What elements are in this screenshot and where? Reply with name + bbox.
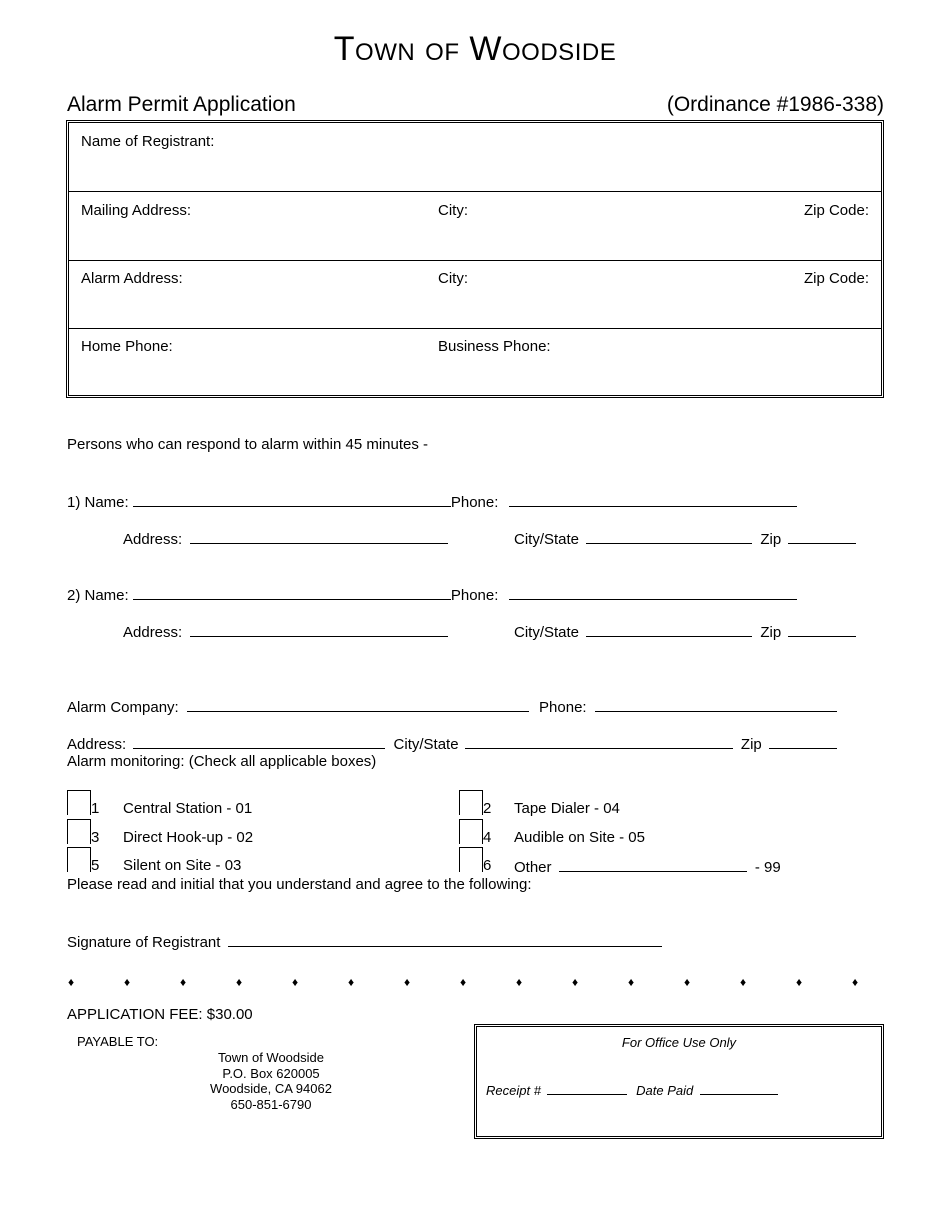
responder-2-zip-line[interactable]: [788, 622, 856, 637]
monitoring-checkbox-1[interactable]: [67, 790, 91, 815]
receipt-line[interactable]: [547, 1083, 627, 1095]
payable-address-line: Woodside, CA 94062: [210, 1081, 332, 1096]
office-use-box: [474, 1024, 884, 1139]
option-1-number: 1: [91, 800, 100, 817]
payable-address-line: P.O. Box 620005: [222, 1065, 320, 1081]
option-6-row: [514, 857, 781, 876]
mailing-row: [69, 191, 881, 219]
company-address-row: [67, 734, 837, 753]
divider-diamond: ♦: [628, 975, 635, 989]
responder-1-name-line[interactable]: [133, 492, 451, 507]
responder-1-city-label: City/State: [514, 531, 580, 548]
company-address-line[interactable]: [133, 734, 385, 749]
company-city-label: City/State: [393, 736, 459, 753]
payable-to-label: PAYABLE TO:: [77, 1034, 159, 1049]
option-1-label: Central Station - 01: [123, 800, 253, 817]
alarm-zip-label: Zip Code:: [803, 270, 869, 287]
alarm-city-label: City:: [438, 270, 468, 287]
payable-address: [171, 1050, 371, 1112]
divider-diamond: ♦: [740, 975, 747, 989]
responder-1-city-line[interactable]: [586, 529, 752, 544]
payable-address-line: Town of Woodside: [218, 1050, 324, 1065]
alarm-company-row: [67, 697, 837, 716]
divider-diamond: ♦: [180, 975, 187, 989]
mailing-address-label: Mailing Address:: [81, 202, 192, 219]
registrant-box: [66, 120, 884, 398]
divider-diamond: ♦: [404, 975, 411, 989]
home-phone-label: Home Phone:: [81, 338, 173, 355]
option-2-label: Tape Dialer - 04: [514, 800, 620, 817]
responder-2-phone-line[interactable]: [509, 585, 797, 600]
application-fee: APPLICATION FEE: $30.00: [67, 1006, 253, 1023]
form-name: Alarm Permit Application: [67, 93, 296, 116]
responder-1-zip-label: Zip: [760, 531, 782, 548]
responder-1-address-row: [123, 529, 448, 548]
phone-row: [69, 328, 881, 355]
option-5-number: 5: [91, 857, 100, 874]
agreement-text: Please read and initial that you understand and agree to the following:: [67, 876, 532, 893]
responders-intro: Persons who can respond to alarm within 45 minutes -: [67, 436, 429, 453]
date-paid-label: Date Paid: [636, 1083, 694, 1098]
responder-2-city-label: City/State: [514, 624, 580, 641]
responder-1-city-row: [514, 529, 856, 548]
responder-2-zip-label: Zip: [760, 624, 782, 641]
signature-line[interactable]: [228, 932, 662, 947]
alarm-address-label: Alarm Address:: [81, 270, 183, 287]
monitoring-checkbox-6[interactable]: [459, 847, 483, 872]
company-phone-line[interactable]: [595, 697, 837, 712]
mailing-city-label: City:: [438, 202, 468, 219]
company-city-line[interactable]: [465, 734, 733, 749]
office-use-title: For Office Use Only: [621, 1035, 737, 1050]
divider-diamond: ♦: [460, 975, 467, 989]
receipt-label: Receipt #: [486, 1083, 541, 1098]
option-2-number: 2: [483, 800, 492, 817]
monitoring-heading: Alarm monitoring: (Check all applicable boxes): [67, 753, 377, 770]
divider-diamond: ♦: [796, 975, 803, 989]
divider-diamond: ♦: [236, 975, 243, 989]
responder-1-address-line[interactable]: [190, 529, 448, 544]
divider-diamond: ♦: [292, 975, 299, 989]
date-paid-line[interactable]: [700, 1083, 778, 1095]
option-4-label: Audible on Site - 05: [514, 829, 645, 846]
company-phone-label: Phone:: [539, 699, 587, 716]
monitoring-checkbox-3[interactable]: [67, 819, 91, 844]
divider-diamond: ♦: [516, 975, 523, 989]
company-address-label: Address:: [67, 736, 127, 753]
option-3-number: 3: [91, 829, 100, 846]
responder-1-zip-line[interactable]: [788, 529, 856, 544]
responder-1-phone-label: Phone:: [450, 494, 499, 511]
divider-diamond: ♦: [348, 975, 355, 989]
monitoring-checkbox-5[interactable]: [67, 847, 91, 872]
option-3-label: Direct Hook-up - 02: [123, 829, 254, 846]
signature-row: [67, 932, 662, 951]
ordinance-number: (Ordinance #1986-338): [666, 93, 884, 116]
responder-1-address-label: Address:: [123, 531, 183, 548]
alarm-address-row: [69, 260, 881, 287]
responder-1-phone-line[interactable]: [509, 492, 797, 507]
responder-2-address-row: [123, 622, 448, 641]
option-5-label: Silent on Site - 03: [123, 857, 242, 874]
payable-address-line: 650-851-6790: [230, 1096, 312, 1112]
office-fields-row: [486, 1083, 778, 1098]
alarm-company-line[interactable]: [187, 697, 529, 712]
option-6-number: 6: [483, 857, 492, 874]
responder-1-name-label: 1) Name:: [67, 494, 129, 511]
registrant-name-label: Name of Registrant:: [81, 133, 215, 150]
company-zip-line[interactable]: [769, 734, 837, 749]
signature-label: Signature of Registrant: [67, 934, 221, 951]
responder-2-phone-label: Phone:: [450, 587, 499, 604]
divider-diamond: ♦: [572, 975, 579, 989]
other-specify-line[interactable]: [559, 857, 747, 872]
divider-diamond: ♦: [124, 975, 131, 989]
responder-2-address-line[interactable]: [190, 622, 448, 637]
responder-2-address-label: Address:: [123, 624, 183, 641]
divider-diamond: ♦: [684, 975, 691, 989]
responder-2-city-row: [514, 622, 856, 641]
divider-diamond: ♦: [68, 975, 75, 989]
company-zip-label: Zip: [740, 736, 762, 753]
other-code-label: - 99: [754, 859, 781, 876]
responder-2-name-label: 2) Name:: [67, 587, 129, 604]
business-phone-label: Business Phone:: [438, 338, 551, 355]
mailing-zip-label: Zip Code:: [803, 202, 869, 219]
monitoring-checkbox-4[interactable]: [459, 819, 483, 844]
responder-2-name-line[interactable]: [133, 585, 451, 600]
responder-2-name-row: [67, 585, 797, 604]
responder-2-city-line[interactable]: [586, 622, 752, 637]
monitoring-checkbox-2[interactable]: [459, 790, 483, 815]
option-4-number: 4: [483, 829, 492, 846]
divider-diamond: ♦: [852, 975, 859, 989]
option-6-label: Other: [514, 859, 552, 876]
alarm-company-label: Alarm Company:: [67, 699, 179, 716]
page-title: Town of Woodside: [333, 30, 617, 68]
responder-1-name-row: [67, 492, 797, 511]
